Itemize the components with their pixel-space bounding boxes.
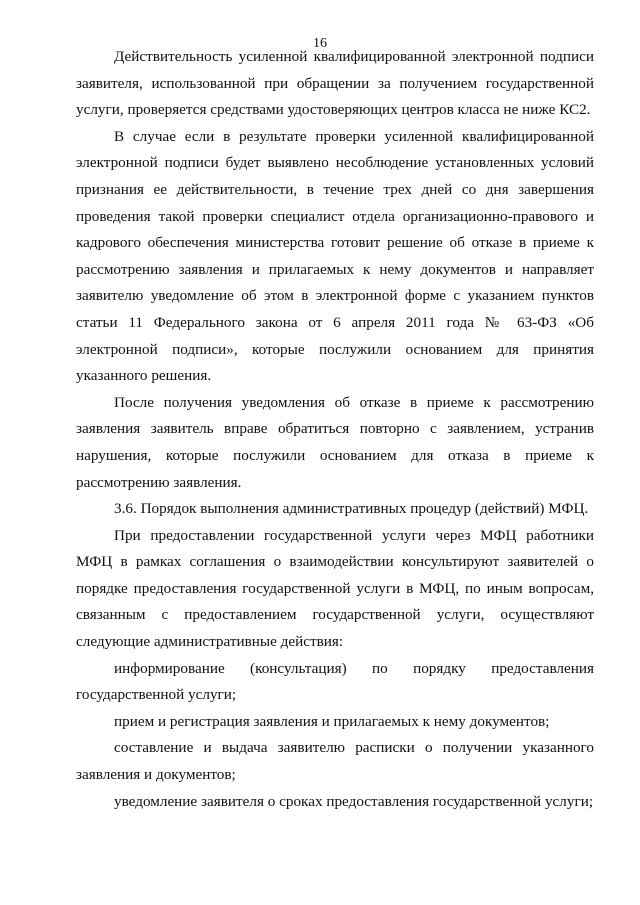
paragraph-signature-validity: Действительность усиленной квалифицированной электронной подписи заявителя, использованной при обращении за получением государственной услуги, проверяется средствами удостоверяющих центров класса не ниже КС2. [76, 48, 594, 119]
list-item-notification: уведомление заявителя о сроках предоставления государственной услуги; [114, 792, 594, 810]
document-body [76, 44, 594, 815]
list-item-receipt: составление и выдача заявителю расписки о получении указанного заявления и документов; [76, 739, 594, 784]
paragraph-mfc-actions: При предоставлении государственной услуги через МФЦ работники МФЦ в рамках соглашения о взаимодействии консультируют заявителей о порядке предоставления государственной услуги в МФЦ, по иным вопросам, связанным с предоставлением государственной услуги, осуществляют следующие административные действия: [76, 526, 594, 651]
list-item-informing: информирование (консультация) по порядку предоставления государственной услуги; [76, 659, 594, 704]
paragraph-signature-check-refusal: В случае если в результате проверки усиленной квалифицированной электронной подписи будет выявлено несоблюдение установленных условий признания ее действительности, в течение трех дней со дня завершения проведения такой проверки специалист отдела организационно-правового и кадрового обеспечения министерства готовит решение об отказе в приеме к рассмотрению заявления и прилагаемых к нему документов и направляет заявителю уведомление об этом в электронной форме с указанием пунктов статьи 11 Федерального закона от 6 апреля 2011 года № 63-ФЗ «Об электронной подписи», которые послужили основанием для принятия указанного решения. [76, 127, 594, 385]
section-heading-3-6: 3.6. Порядок выполнения административных процедур (действий) МФЦ. [114, 500, 589, 518]
list-item-registration: прием и регистрация заявления и прилагаемых к нему документов; [114, 712, 550, 730]
paragraph-reapplication: После получения уведомления об отказе в приеме к рассмотрению заявления заявитель вправе обратиться повторно с заявлением, устранив нарушения, которые послужили основанием для отказа в приеме к рассмотрению заявления. [76, 393, 594, 491]
page-number: 16 [313, 36, 327, 51]
